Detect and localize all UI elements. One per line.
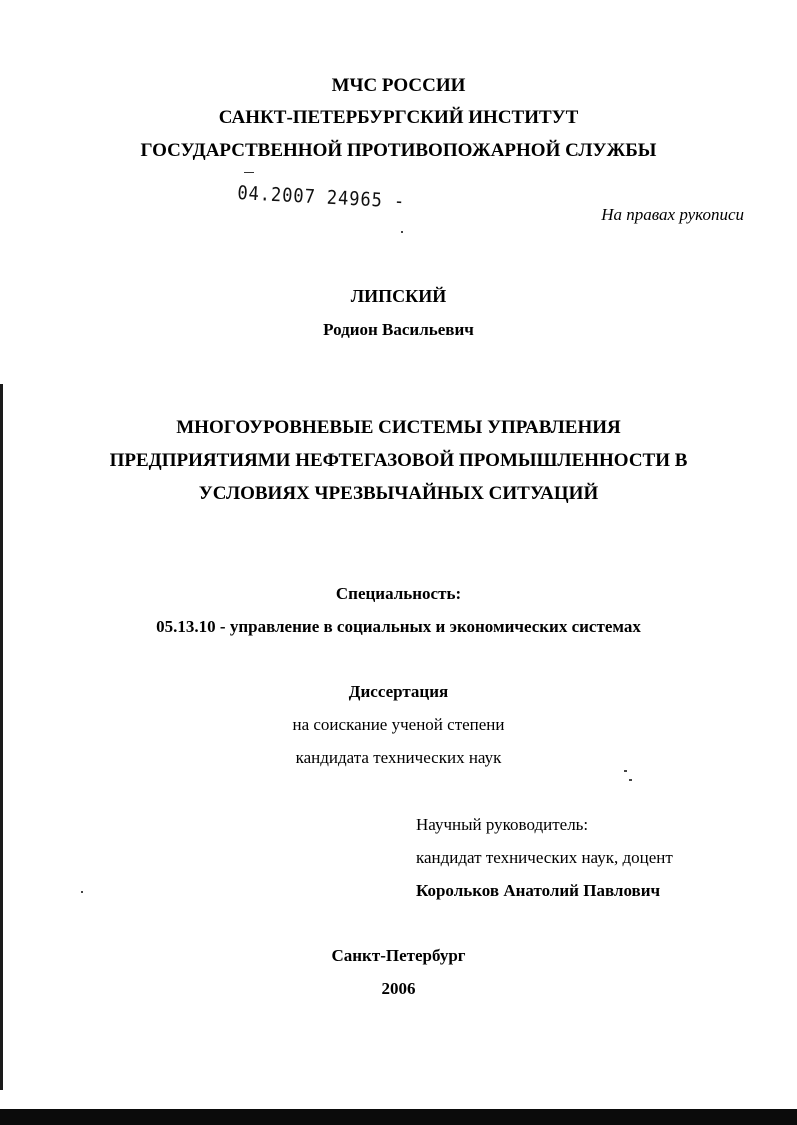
scan-speck [401,231,403,233]
degree-purpose-line-1: на соискание ученой степени [292,715,505,734]
supervisor-degree: кандидат технических наук, доцент [416,848,673,867]
scan-speck [629,779,632,781]
year: 2006 [381,979,416,998]
degree-purpose-line-2: кандидата технических наук [295,748,502,767]
scan-speck [624,770,627,772]
thesis-title-line-1: МНОГОУРОВНЕВЫЕ СИСТЕМЫ УПРАВЛЕНИЯ [176,417,621,438]
author-given-names: Родион Васильевич [323,320,474,339]
manuscript-rights-note: На правах рукописи [601,205,744,224]
scan-left-edge [0,384,3,1090]
supervisor-name: Корольков Анатолий Павлович [416,881,661,900]
thesis-title-line-2: ПРЕДПРИЯТИЯМИ НЕФТЕГАЗОВОЙ ПРОМЫШЛЕННОСТИ В [109,450,688,471]
scan-speck [81,891,83,893]
ministry-name: МЧС РОССИИ [331,75,466,96]
scan-bottom-edge [0,1109,797,1125]
institute-name-line-2: ГОСУДАРСТВЕННОЙ ПРОТИВОПОЖАРНОЙ СЛУЖБЫ [140,140,657,161]
registration-stamp: 04.2007 24965 - [236,182,406,213]
stamp-mark [244,172,254,173]
specialty-label: Специальность: [335,584,462,603]
author-surname: ЛИПСКИЙ [350,286,447,306]
supervisor-label: Научный руководитель: [416,815,589,834]
thesis-title-line-3: УСЛОВИЯХ ЧРЕЗВЫЧАЙНЫХ СИТУАЦИЙ [198,483,599,504]
institute-name-line-1: САНКТ-ПЕТЕРБУРГСКИЙ ИНСТИТУТ [218,107,579,128]
city: Санкт-Петербург [331,946,466,965]
work-type: Диссертация [348,682,449,701]
specialty-value: 05.13.10 - управление в социальных и экономических системах [156,617,641,636]
